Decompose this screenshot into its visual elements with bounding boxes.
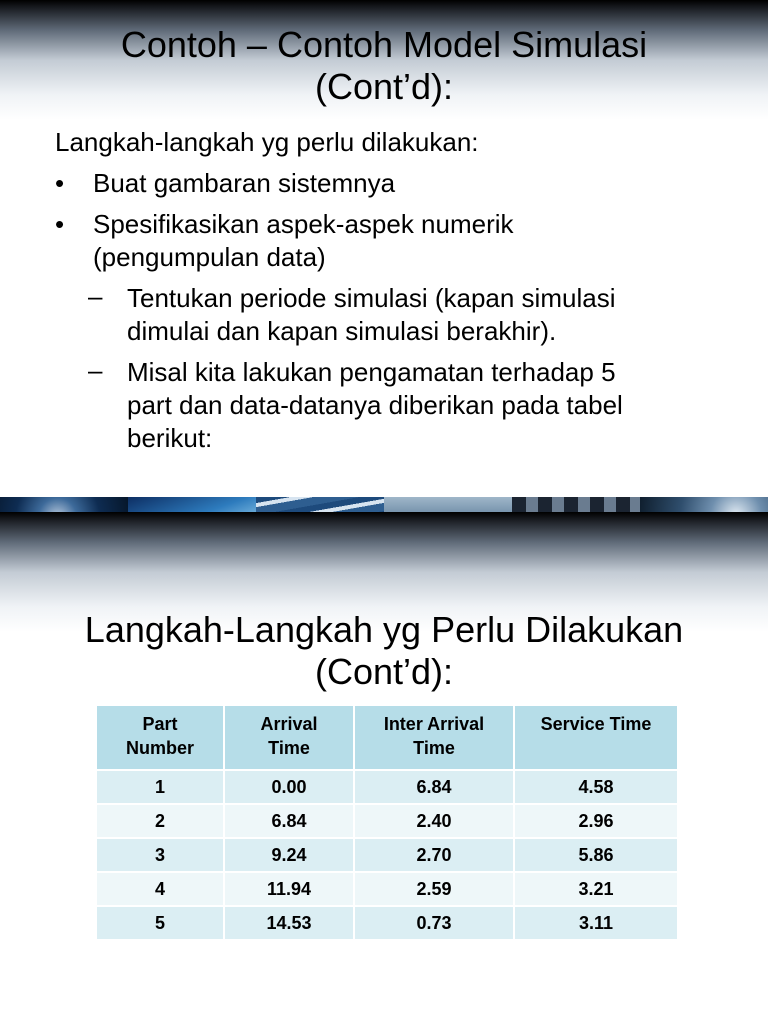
- cell-arrival-time: 9.24: [224, 838, 354, 872]
- cell-inter-arrival-time: 0.73: [354, 906, 514, 940]
- subbullet-item: [55, 282, 735, 348]
- slide-1-title-line-1: Contoh – Contoh Model Simulasi: [120, 24, 648, 65]
- cell-arrival-time: 0.00: [224, 770, 354, 804]
- header-line: Inter Arrival: [383, 714, 485, 734]
- globe-image: [128, 497, 256, 512]
- header-inter-arrival-time: [354, 705, 514, 770]
- header-line: Service Time: [540, 714, 652, 734]
- keyboard-image: [512, 497, 640, 512]
- header-line: Number: [125, 738, 194, 758]
- table-row: [96, 906, 678, 940]
- subbullet-item: [55, 356, 735, 455]
- subbullet-text-line: Misal kita lakukan pengamatan terhadap 5: [127, 357, 616, 387]
- part-data-table: [95, 704, 679, 941]
- cell-service-time: 4.58: [514, 770, 678, 804]
- cell-part-number: 5: [96, 906, 224, 940]
- cell-inter-arrival-time: 2.40: [354, 804, 514, 838]
- table-row: [96, 804, 678, 838]
- subbullet-text-line: dimulai dan kapan simulasi berakhir).: [127, 316, 557, 346]
- documents-image: [256, 497, 384, 512]
- camera-image: [640, 497, 768, 512]
- cell-service-time: 2.96: [514, 804, 678, 838]
- slide-1-body: [55, 126, 735, 463]
- cell-service-time: 3.21: [514, 872, 678, 906]
- dash-glyph: –: [88, 355, 103, 385]
- decorative-photo-strip: [0, 497, 768, 512]
- table-row: [96, 838, 678, 872]
- bullet-text-line: Spesifikasikan aspek-aspek numerik: [93, 209, 514, 239]
- cell-inter-arrival-time: 6.84: [354, 770, 514, 804]
- header-line: Time: [268, 738, 310, 758]
- cell-inter-arrival-time: 2.59: [354, 872, 514, 906]
- header-line: Arrival: [260, 714, 318, 734]
- table-row: [96, 872, 678, 906]
- lake-image: [384, 497, 512, 512]
- dash-glyph: –: [88, 281, 103, 311]
- subbullet-text-line: berikut:: [127, 423, 213, 453]
- slide-1-title: [0, 24, 768, 108]
- intro-text: Langkah-langkah yg perlu dilakukan:: [55, 127, 479, 157]
- table-row: [96, 770, 678, 804]
- header-arrival-time: [224, 705, 354, 770]
- table-header-row: [96, 705, 678, 770]
- slide-2: [0, 512, 768, 1024]
- bullet-glyph: •: [55, 209, 65, 239]
- subbullet-text-line: Tentukan periode simulasi (kapan simulasi: [127, 283, 616, 313]
- bullet-text-line: Buat gambaran sistemnya: [93, 168, 396, 198]
- bullet-item: [55, 167, 735, 200]
- slide-2-title-line-1: Langkah-Langkah yg Perlu Dilakukan: [84, 609, 684, 650]
- cell-arrival-time: 11.94: [224, 872, 354, 906]
- cell-part-number: 3: [96, 838, 224, 872]
- cell-arrival-time: 6.84: [224, 804, 354, 838]
- slide-2-title: [0, 609, 768, 693]
- cell-part-number: 2: [96, 804, 224, 838]
- cell-service-time: 5.86: [514, 838, 678, 872]
- slide-1-title-line-2: (Cont’d):: [314, 66, 454, 107]
- cell-service-time: 3.11: [514, 906, 678, 940]
- slide-2-title-line-2: (Cont’d):: [314, 651, 454, 692]
- bullet-item: [55, 208, 735, 274]
- header-line: Part: [142, 714, 178, 734]
- subbullet-text-line: part dan data-datanya diberikan pada tabel: [127, 390, 623, 420]
- cell-part-number: 4: [96, 872, 224, 906]
- header-part-number: [96, 705, 224, 770]
- header-service-time: [514, 705, 678, 770]
- header-line: Time: [413, 738, 455, 758]
- bullet-glyph: •: [55, 168, 65, 198]
- cell-part-number: 1: [96, 770, 224, 804]
- cell-inter-arrival-time: 2.70: [354, 838, 514, 872]
- compass-image: [0, 497, 128, 512]
- cell-arrival-time: 14.53: [224, 906, 354, 940]
- bullet-text-line: (pengumpulan data): [93, 242, 326, 272]
